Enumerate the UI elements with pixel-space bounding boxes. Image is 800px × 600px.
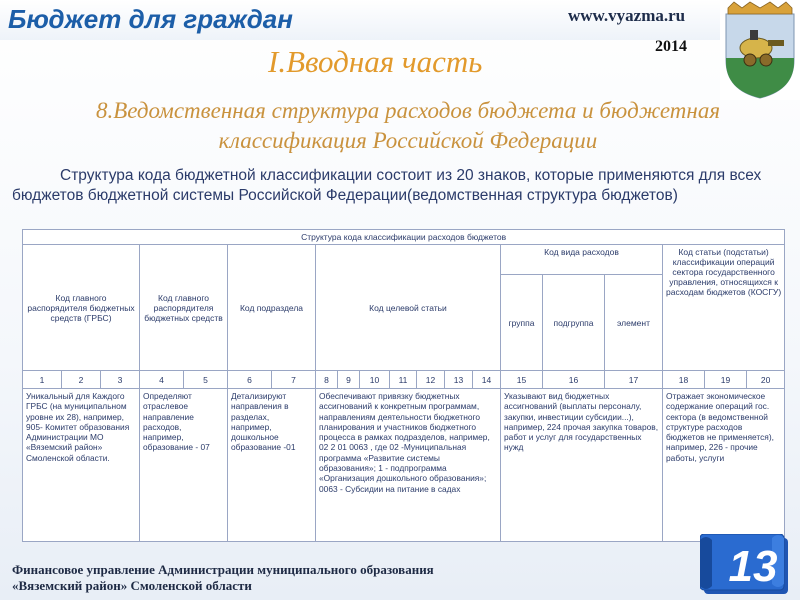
desc-kosgu: Отражает экономическое содержание операций гос. сектора (в ведомственной структуре расходов бюджетов не применяется), например, 226 - прочие работы, услуги [663,389,785,542]
year-label: 2014 [655,38,687,55]
digit-cell: 3 [101,371,140,389]
col-target: Код целевой статьи [316,245,501,371]
section-title: I.Вводная часть [268,44,483,79]
desc-target: Обеспечивают привязку бюджетных ассигнований к конкретным программам, направлениям деятельности бюджетного планирования и участников бюджетного процесса в рамках подразделов, например, 02 2 01 0063 , где 02 -Муниципальная программа «Развитие системы образования»; 1 - подпрограмма «Организация дошкольного образования»; 0063 - Субсидии на питание в садах [316,389,501,542]
col-grbs: Код главного распорядителя бюджетных средств (ГРБС) [23,245,140,371]
digit-cell: 5 [184,371,228,389]
desc-expense: Указывают вид бюджетных ассигнований (выплаты персоналу, закупки, инвестиции субсидии...), например, 224 прочая закупка товаров, работ и услуг для государственных нужд [501,389,663,542]
digit-cell: 8 [316,371,338,389]
classification-table [22,229,785,542]
footer [12,562,434,594]
digits-row [23,371,785,389]
col-kosgu: Код статьи (подстатьи) классификации операций сектора государственного управления, относящихся к расходам бюджетов (КОСГУ) [663,245,785,371]
desc-grbs: Уникальный для Каждого ГРБС (на муниципальном уровне их 28), например, 905- Комитет образования Администрации МО «Вяземский район» Смоленской области. [23,389,140,542]
digit-cell: 20 [747,371,785,389]
digit-cell: 13 [445,371,473,389]
subtitle-line-2: классификация Российской Федерации [218,128,598,153]
desc-section: Определяют отраслевое направление расходов, например, образование - 07 [140,389,228,542]
digit-cell: 15 [501,371,543,389]
table-title: Структура кода классификации расходов бюджетов [23,230,785,245]
digit-cell: 6 [228,371,272,389]
intro-text: Структура кода бюджетной классификации состоит из 20 знаков, которые применяются для всех бюджетов бюджетной системы Российской Федерации(ведомственная структура бюджетов) [12,167,762,204]
digit-cell: 14 [473,371,501,389]
col-element: элемент [605,275,663,371]
digit-cell: 7 [272,371,316,389]
digit-cell: 19 [705,371,747,389]
col-group: группа [501,275,543,371]
digit-cell: 1 [23,371,62,389]
digit-cell: 12 [417,371,445,389]
col-grbs-2: Код главного распорядителя бюджетных средств [140,245,228,371]
table-header-row [23,245,785,275]
digit-cell: 18 [663,371,705,389]
subtitle-line-1: 8.Ведомственная структура расходов бюджета и бюджетная [95,98,721,123]
coat-of-arms-icon [720,0,800,100]
col-subgroup: подгруппа [543,275,605,371]
digit-cell: 4 [140,371,184,389]
col-subsection: Код подраздела [228,245,316,371]
col-expense-type: Код вида расходов [501,245,663,275]
subtitle [18,96,798,156]
table-title-row [23,230,785,245]
footer-line-2: «Вяземский район» Смоленской области [12,578,252,593]
site-url[interactable]: www.vyazma.ru [568,6,686,25]
app-title: Бюджет для граждан [8,4,293,34]
digit-cell: 16 [543,371,605,389]
digit-cell: 17 [605,371,663,389]
digit-cell: 11 [390,371,417,389]
digit-cell: 10 [360,371,390,389]
desc-subsection: Детализируют направления в разделах, например, дошкольное образование -01 [228,389,316,542]
digit-cell: 9 [338,371,360,389]
descriptions-row [23,389,785,542]
digit-cell: 2 [62,371,101,389]
footer-line-1: Финансовое управление Администрации муниципального образования [12,562,434,577]
page-number: 13 [728,542,778,591]
